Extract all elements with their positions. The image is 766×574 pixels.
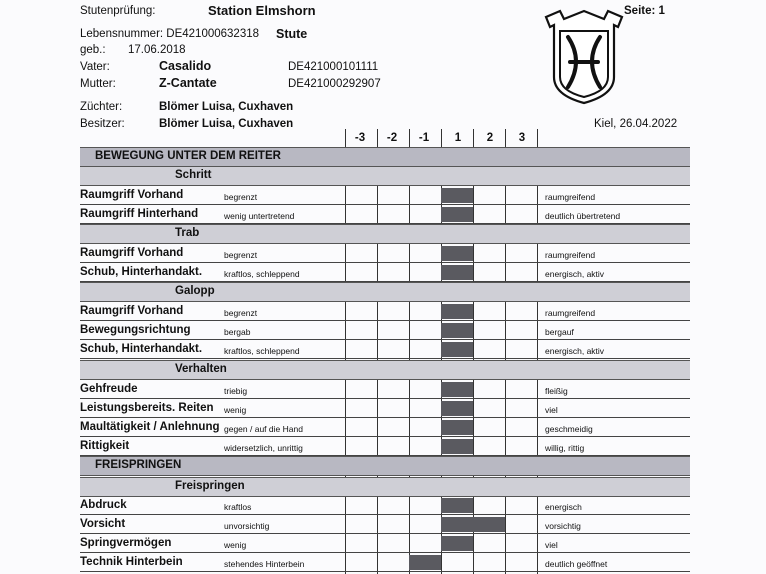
positive-descriptor: viel [545, 405, 558, 415]
criterion-label: Raumgriff Vorhand [80, 247, 184, 259]
score-bar [441, 517, 505, 532]
score-bar [441, 265, 473, 280]
section-header [80, 477, 690, 497]
table-row [80, 340, 690, 359]
positive-descriptor: energisch, aktiv [545, 346, 605, 356]
vater-name: Casalido [159, 59, 212, 73]
criterion-label: Raumgriff Vorhand [80, 305, 184, 317]
negative-descriptor: kraftlos, schleppend [224, 269, 300, 279]
positive-descriptor: raumgreifend [545, 192, 596, 202]
score-bar [441, 382, 473, 397]
section-title: Schritt [175, 169, 212, 181]
negative-descriptor: wenig [224, 405, 247, 415]
zuechter-name: Blömer Luisa, Cuxhaven [159, 101, 294, 113]
scale-2: 2 [486, 132, 494, 144]
scale-1: 1 [454, 132, 462, 144]
table-row [80, 321, 690, 340]
row-divider [80, 358, 690, 359]
score-bar [441, 207, 473, 222]
geb-label: geb.: [80, 44, 106, 56]
table-row [80, 534, 690, 553]
lebensnummer: Lebensnummer: DE421000632318 [80, 28, 260, 40]
positive-descriptor: geschmeidig [545, 424, 593, 434]
criterion-label: Bewegungsrichtung [80, 324, 191, 336]
positive-descriptor: energisch [545, 502, 582, 512]
pruefung-label: Stutenprüfung: [80, 5, 156, 17]
positive-descriptor: energisch, aktiv [545, 269, 605, 279]
negative-descriptor: triebig [224, 386, 248, 396]
positive-descriptor: fleißig [545, 386, 568, 396]
negative-descriptor: begrenzt [224, 250, 258, 260]
scale-minus1: -1 [418, 132, 430, 144]
positive-descriptor: raumgreifend [545, 250, 596, 260]
score-bar [441, 420, 473, 435]
criterion-label: Raumgriff Vorhand [80, 189, 184, 201]
table-row [80, 186, 690, 205]
table-row [80, 418, 690, 437]
score-bar [441, 304, 473, 319]
row-divider [80, 571, 690, 572]
negative-descriptor: gegen / auf die Hand [224, 424, 303, 434]
score-bar [409, 555, 441, 570]
section-title: Verhalten [175, 363, 227, 375]
section-header [80, 147, 690, 167]
mutter-name: Z-Cantate [159, 76, 217, 90]
ort-datum: Kiel, 26.04.2022 [594, 118, 678, 130]
score-bar [441, 246, 473, 261]
scale-3: 3 [518, 132, 526, 144]
positive-descriptor: viel [545, 540, 558, 550]
table-row [80, 380, 690, 399]
criterion-label: Schub, Hinterhandakt. [80, 343, 203, 355]
positive-descriptor: deutlich übertretend [545, 211, 621, 221]
table-row [80, 437, 690, 456]
section-title: Galopp [175, 285, 215, 297]
scale-minus2: -2 [386, 132, 398, 144]
negative-descriptor: wenig [224, 540, 247, 550]
vater-label: Vater: [80, 61, 110, 73]
criterion-label: Schub, Hinterhandakt. [80, 266, 203, 278]
criterion-label: Vorsicht [80, 518, 126, 530]
station-name: Station Elmshorn [208, 3, 316, 18]
negative-descriptor: begrenzt [224, 308, 258, 318]
table-row [80, 205, 690, 224]
geschlecht: Stute [276, 27, 308, 41]
section-header [80, 166, 690, 186]
besitzer-name: Blömer Luisa, Cuxhaven [159, 118, 294, 130]
criterion-label: Abdruck [80, 499, 127, 511]
page-number: Seite: 1 [624, 5, 665, 17]
score-bar [441, 439, 473, 454]
table-row [80, 263, 690, 282]
mutter-nr: DE421000292907 [288, 78, 381, 90]
section-header [80, 360, 690, 380]
table-row [80, 244, 690, 263]
section-title: BEWEGUNG UNTER DEM REITER [95, 150, 281, 162]
negative-descriptor: widersetzlich, unrittig [224, 443, 303, 453]
geb-date: 17.06.2018 [128, 44, 186, 56]
table-row [80, 302, 690, 321]
shield-logo-icon [540, 7, 628, 107]
criterion-label: Technik Hinterbein [80, 556, 183, 568]
score-bar [441, 498, 473, 513]
table-row [80, 515, 690, 534]
negative-descriptor: kraftlos [224, 502, 252, 512]
section-header [80, 224, 690, 244]
table-row [80, 399, 690, 418]
criterion-label: Springvermögen [80, 537, 172, 549]
score-bar [441, 188, 473, 203]
score-bar [441, 401, 473, 416]
besitzer-label: Besitzer: [80, 118, 125, 130]
negative-descriptor: kraftlos, schleppend [224, 346, 300, 356]
negative-descriptor: begrenzt [224, 192, 258, 202]
table-row [80, 496, 690, 515]
positive-descriptor: vorsichtig [545, 521, 581, 531]
section-title: Freispringen [175, 480, 245, 492]
criterion-label: Maultätigkeit / Anlehnung [80, 421, 220, 433]
zuechter-label: Züchter: [80, 101, 123, 113]
criterion-label: Raumgriff Hinterhand [80, 208, 199, 220]
negative-descriptor: unvorsichtig [224, 521, 270, 531]
positive-descriptor: willig, rittig [545, 443, 585, 453]
negative-descriptor: bergab [224, 327, 251, 337]
criterion-label: Gehfreude [80, 383, 138, 395]
positive-descriptor: deutlich geöffnet [545, 559, 608, 569]
vater-nr: DE421000101111 [288, 61, 379, 73]
section-header [80, 282, 690, 302]
bewertungs-tabelle [80, 129, 690, 574]
positive-descriptor: bergauf [545, 327, 574, 337]
scale-minus3: -3 [354, 132, 366, 144]
mutter-label: Mutter: [80, 78, 116, 90]
negative-descriptor: stehendes Hinterbein [224, 559, 305, 569]
section-title: Trab [175, 227, 200, 239]
positive-descriptor: raumgreifend [545, 308, 596, 318]
criterion-label: Rittigkeit [80, 440, 130, 452]
score-bar [441, 323, 473, 338]
score-bar [441, 536, 473, 551]
criterion-label: Leistungsbereits. Reiten [80, 402, 214, 414]
section-header [80, 456, 690, 476]
table-row [80, 553, 690, 572]
section-title: FREISPRINGEN [95, 459, 182, 471]
negative-descriptor: wenig untertretend [224, 211, 295, 221]
score-bar [441, 342, 473, 357]
